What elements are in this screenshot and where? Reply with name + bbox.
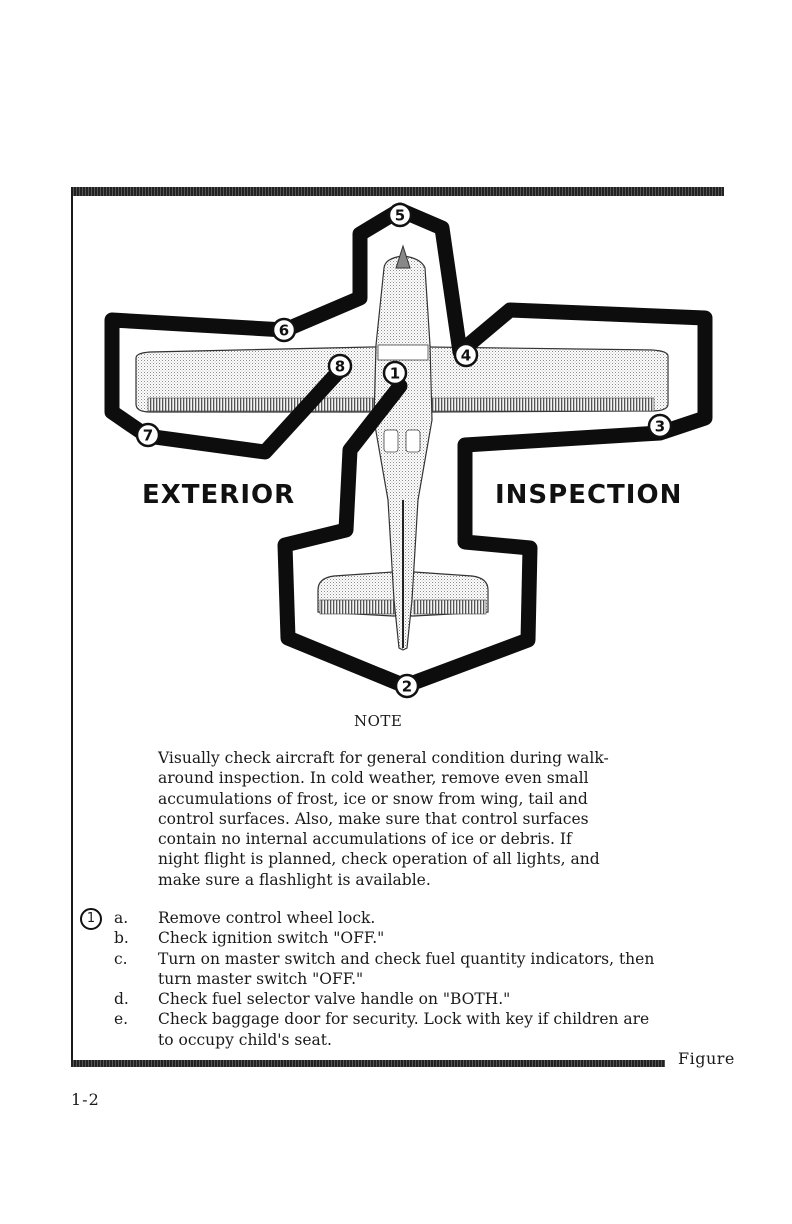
left-flap: [148, 398, 374, 411]
station-marker-5: [389, 204, 411, 226]
checklist-item: [114, 989, 734, 1009]
note-line: accumulations of frost, ice or snow from wing, tail and: [158, 789, 588, 808]
note-line: contain no internal accumulations of ice or debris. If: [158, 830, 572, 849]
station-marker-7: [137, 424, 159, 446]
page-number: 1-2: [71, 1090, 100, 1109]
right-flap: [428, 398, 654, 411]
svg-text:6: 6: [278, 321, 290, 340]
svg-text:8: 8: [334, 357, 346, 376]
note-line: night flight is planned, check operation of all lights, and: [158, 850, 600, 869]
station-marker-4: [455, 344, 477, 366]
figure-title-exterior: EXTERIOR: [142, 480, 296, 510]
item-text: to occupy child's seat.: [158, 1030, 332, 1049]
station-marker-8: [329, 355, 351, 377]
svg-text:3: 3: [654, 417, 666, 436]
item-letter: e.: [114, 1010, 129, 1029]
station-marker-3: [649, 415, 671, 437]
note-line: make sure a flashlight is available.: [158, 870, 431, 889]
station-marker-6: [273, 319, 295, 341]
checklist-item: [114, 949, 734, 990]
item-text: Remove control wheel lock.: [158, 909, 376, 927]
station-1-checklist: [114, 908, 734, 1050]
cabin-window-left: [384, 430, 398, 452]
item-text: Check fuel selector valve handle on "BOTH.": [158, 990, 511, 1009]
station-badge: 1: [80, 908, 102, 930]
note-body: [158, 748, 678, 890]
item-text: Check baggage door for security. Lock with key if children are: [158, 1010, 650, 1029]
checklist-item: [114, 928, 734, 948]
note-line: control surfaces. Also, make sure that control surfaces: [158, 809, 589, 828]
svg-text:5: 5: [394, 206, 406, 225]
item-letter: a.: [114, 909, 129, 927]
figure-caption-fragment: Figure: [678, 1049, 735, 1068]
right-elevator: [414, 600, 486, 614]
left-elevator: [320, 600, 395, 614]
item-letter: b.: [114, 929, 129, 948]
svg-text:2: 2: [401, 677, 413, 696]
item-letter: c.: [114, 949, 128, 968]
note-line: Visually check aircraft for general condition during walk-: [158, 749, 609, 767]
svg-text:7: 7: [142, 426, 154, 445]
checklist-item: [114, 908, 734, 928]
figure-title-inspection: INSPECTION: [495, 480, 683, 510]
svg-text:1: 1: [389, 364, 401, 383]
note-heading: NOTE: [354, 712, 403, 730]
item-text: Turn on master switch and check fuel quantity indicators, then: [158, 949, 655, 968]
item-text: Check ignition switch "OFF.": [158, 929, 385, 948]
item-text: turn master switch "OFF.": [158, 969, 364, 988]
windshield: [378, 345, 428, 360]
svg-text:4: 4: [460, 346, 472, 365]
note-line: around inspection. In cold weather, remove even small: [158, 769, 589, 788]
checklist-item: [114, 1009, 734, 1050]
station-marker-2: [396, 675, 418, 697]
item-letter: d.: [114, 990, 129, 1009]
station-marker-1: [384, 362, 406, 384]
cabin-window-right: [406, 430, 420, 452]
